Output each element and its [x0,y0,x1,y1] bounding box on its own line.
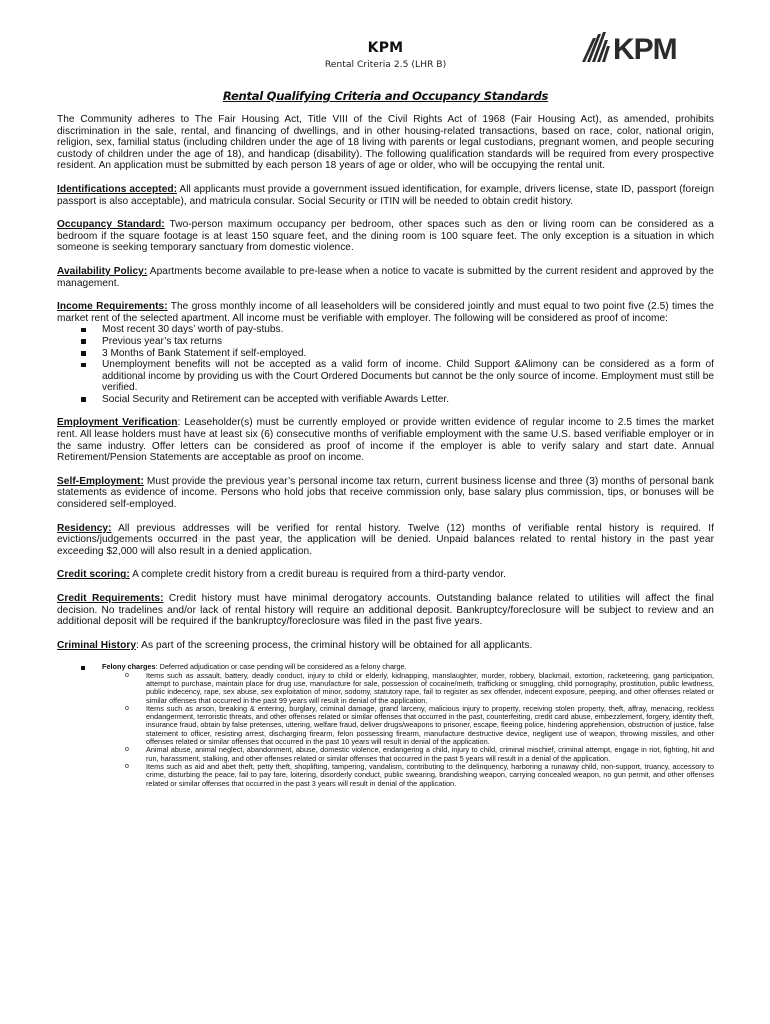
identifications-label: Identifications accepted: [57,183,178,195]
list-item: Previous year’s tax returns [81,336,714,348]
occupancy-label: Occupancy Standard: [57,219,165,231]
employment-label: Employment Verification [57,417,178,429]
felony-charges-label: Felony charges [102,662,156,672]
felony-offense-list [81,672,714,788]
list-item: o Items such as assault, battery, deadly conduct, injury to child or elderly, kidnapping, manslaughter, murder, robbery, blackmail, extortion, racketeering, gang participation, attempt to purchase, maintain place for drug use, manufacture for sale, possession of cocaine/meth, trafficking or smuggling, child pornography, prostitution, public lewdness, public indecency, rape, sex abuse, sex exploitation of minor, sodomy, statutory rape, fail to register as sex offender, indecent exposure, peeping, and other offenses related or similar offenses that occurred in the past 99 years will result in denial of the application. [125,672,714,705]
self-employment-section [57,476,714,511]
criminal-history-label: Criminal History [57,639,137,651]
credit-scoring-text: A complete credit history from a credit bureau is required from a third-party vendor. [129,569,507,581]
document-title: Rental Qualifying Criteria and Occupancy Standards [222,89,549,103]
credit-requirements-text: Credit history must have minimal derogatory accounts. Outstanding balance related to utilities will affect the final decision. No tradelines and/or lack of rental history will require an additional deposit. Bankruptcy/foreclosure will be subject to review and an additional deposit will be required if the bankruptcy/foreclosure was filed in the past five years. [57,593,714,628]
self-employment-text: Must provide the previous year’s personal income tax return, current business license and three (3) months of personal bank statements as evidence of income. Persons who hold jobs that receive commission only, base salary plus commission, tips, or bonuses will be considered self-employed. [57,475,714,511]
credit-requirements-section [57,593,714,628]
intro-paragraph: The Community adheres to The Fair Housing Act, Title VIII of the Civil Rights Act of 1968 (Fair Housing Act), as amended, prohibits discrimination in the sale, rental, and financing of dwellings, and in other housing-related transactions, based on race, color, national origin, religion, sex, familial status (including children under the age of 18 living with parents or legal custodians, pregnant women, and people securing custody of children under the age of 18), and handicap (disability). The following qualification standards will be required from every prospective resident. An application must be submitted by each person 18 years of age or older, who will be occupying the rental unit. [57,114,714,172]
felony-charges-block [57,663,714,787]
availability-section [57,266,714,289]
kpm-logo [582,32,708,62]
residency-section [57,523,714,558]
credit-scoring-section [57,569,714,581]
header-title: KPM [367,40,404,56]
residency-text: All previous addresses will be verified for rental history. Twelve (12) months of verifiable rental history is required. If evictions/judgements occurred in the past year, the application will be denied. Unpaid balances related to rental history in the past year exceeding $2,000 will also result in a denied application. [57,522,714,557]
list-item: o Items such as aid and abet theft, petty theft, shoplifting, tampering, vandalism, contributing to the delinquency, harboring a runaway child, non-support, truancy, accessory to crime, disturbing the peace, fail to pay fare, loitering, disorderly conduct, public swearing, brandishing weapon, carrying concealed weapon, no gun permit, and other offenses related or similar offenses that occurred in the past 3 years will result in denial of the application. [125,763,714,788]
list-item: Social Security and Retirement can be accepted with verifiable Awards Letter. [81,394,714,406]
criminal-history-section [57,640,714,652]
identifications-text: All applicants must provide a government issued identification, for example, drivers license, state ID, passport (foreign passport is also acceptable), and matricula consular. Social Security or ITIN will be needed to obtain credit history. [57,183,714,207]
availability-label: Availability Policy: [57,265,148,277]
criminal-history-text: : As part of the screening process, the criminal history will be obtained for all applicants. [136,639,533,651]
occupancy-section [57,219,714,254]
list-item: Unemployment benefits will not be accepted as a valid form of income. Child Support &Alimony can be considered as a form of additional income by providing us with the Court Ordered Documents but cannot be the only source of income. Employment must still be verified. [81,359,714,394]
employment-text: : Leaseholder(s) must be currently employed or provide written evidence of regular income to 2.5 times the market rent. All lease holders must have at least six (6) consecutive months of verifiable employment with the same U.S. based verifiable employer or in the same industry. Offer letters can be considered as proof of income if the employer is able to verify salary and start date. Annual Retirement/Pension Statements are acceptable as proof on income. [57,417,715,464]
self-employment-label: Self-Employment: [57,475,144,487]
list-item: o Animal abuse, animal neglect, abandonment, abuse, domestic violence, endangering a child, injury to child, criminal mischief, criminal attempt, engage in riot, fighting, hit and run, harassment, stalking, and other offenses related or similar offenses that occurred in the past 5 years will result in a denial of the application. [125,746,714,763]
list-item: Most recent 30 days’ worth of pay-stubs. [81,324,714,336]
list-item: o Items such as arson, breaking & entering, burglary, criminal damage, grand larceny, malicious injury to property, receiving stolen property, theft, affray, menacing, reckless endangerment, terroristic threats, and other offenses related or similar offenses that occurred in the past, counterfeiting, credit card abuse, embezzlement, forgery, identity theft, insurance fraud, obtain by false pretenses, uttering, welfare fraud, deliver drugs/weapons to prisoner, escape, fleeing police, hindering apprehension, obstruction of justice, false statement to officer, resisting arrest, discharging firearm, felon possessing firearm, manufacture destructive device, negligent use of weapon, throwing missiles, and other offenses related or similar offenses that occurred in the past 10 years will result in denial of the application. [125,705,714,746]
credit-requirements-label: Credit Requirements: [57,593,164,604]
occupancy-text: Two-person maximum occupancy per bedroom, other spaces such as den or living room can be considered as a bedroom if the square footage is at least 150 square feet, and the dining room is 100 square feet. The only exception is a situation in which someone is seeking temporary sanctuary from domestic violence. [57,219,714,254]
availability-text: Apartments become available to pre-lease when a notice to vacate is submitted by the current resident and approved by the management. [57,265,714,289]
income-label: Income Requirements: [57,301,168,313]
income-text: The gross monthly income of all leaseholders will be considered jointly and must equal to two point five (2.5) times the market rent of the selected apartment. All income must be verifiable with employer. The following will be considered as proof of income: [57,301,714,324]
employment-section [57,417,714,463]
header-subtitle: Rental Criteria 2.5 (LHR B) [324,59,447,70]
income-section [57,301,714,324]
list-item: 3 Months of Bank Statement if self-employed. [81,348,714,360]
identifications-section [57,184,714,207]
felony-charges-text: : Deferred adjudication or case pending will be considered as a felony charge. [155,662,407,672]
residency-label: Residency: [57,522,112,534]
income-proof-list [57,324,714,405]
logo-text: KPM [613,33,677,62]
credit-scoring-label: Credit scoring: [57,569,130,581]
